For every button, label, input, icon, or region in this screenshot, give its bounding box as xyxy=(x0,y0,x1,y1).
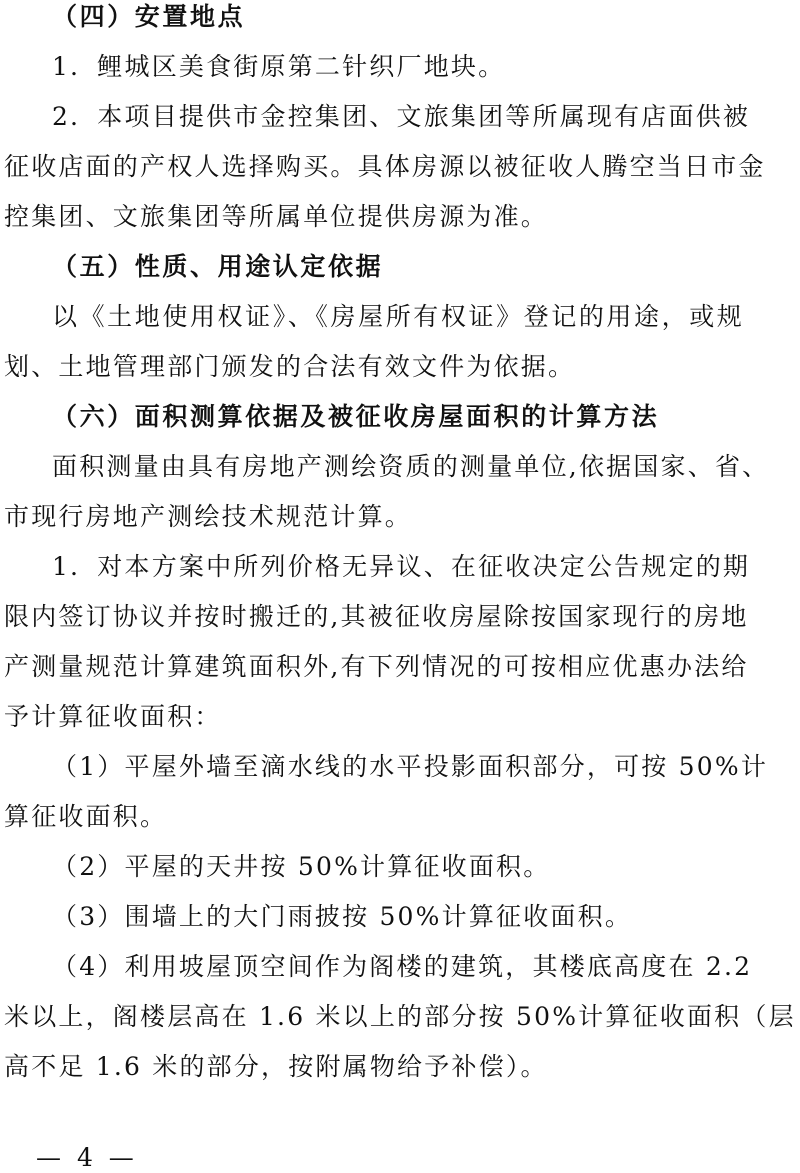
paragraph-line: 征收店面的产权人选择购买。具体房源以被征收人腾空当日市金 xyxy=(4,152,766,181)
list-item-line: 高不足 1.6 米的部分，按附属物给予补偿）。 xyxy=(4,1052,548,1081)
paragraph-line: 予计算征收面积： xyxy=(4,702,222,731)
paragraph-line: 2．本项目提供市金控集团、文旅集团等所属现有店面供被 xyxy=(52,102,751,131)
paragraph-line: 以《土地使用权证》、《房屋所有权证》登记的用途，或规 xyxy=(52,302,744,331)
list-item-line: （1）平屋外墙至滴水线的水平投影面积部分，可按 50%计 xyxy=(52,752,769,781)
page-number: — 4 — xyxy=(36,1143,138,1172)
paragraph-line: 1．鲤城区美食街原第二针织厂地块。 xyxy=(52,52,506,81)
paragraph-line: 面积测量由具有房地产测绘资质的测量单位,依据国家、省、 xyxy=(52,452,770,481)
paragraph-line: 产测量规范计算建筑面积外,有下列情况的可按相应优惠办法给 xyxy=(4,652,749,681)
section-heading-5: （五）性质、用途认定依据 xyxy=(52,252,384,281)
paragraph-line: 市现行房地产测绘技术规范计算。 xyxy=(4,502,413,531)
list-item-line: （4）利用坡屋顶空间作为阁楼的建筑，其楼底高度在 2.2 xyxy=(52,952,753,981)
list-item-line: 算征收面积。 xyxy=(4,802,168,831)
list-item-line: （2）平屋的天井按 50%计算征收面积。 xyxy=(52,852,551,881)
section-heading-4: （四）安置地点 xyxy=(52,2,246,31)
paragraph-line: 控集团、文旅集团等所属单位提供房源为准。 xyxy=(4,202,549,231)
paragraph-line: 1．对本方案中所列价格无异议、在征收决定公告规定的期 xyxy=(52,552,751,581)
section-heading-6: （六）面积测算依据及被征收房屋面积的计算方法 xyxy=(52,402,660,431)
list-item-line: 米以上，阁楼层高在 1.6 米以上的部分按 50%计算征收面积（层 xyxy=(4,1002,796,1031)
paragraph-line: 限内签订协议并按时搬迁的,其被征收房屋除按国家现行的房地 xyxy=(4,602,749,631)
paragraph-line: 划、土地管理部门颁发的合法有效文件为依据。 xyxy=(4,352,576,381)
list-item-line: （3）围墙上的大门雨披按 50%计算征收面积。 xyxy=(52,902,633,931)
